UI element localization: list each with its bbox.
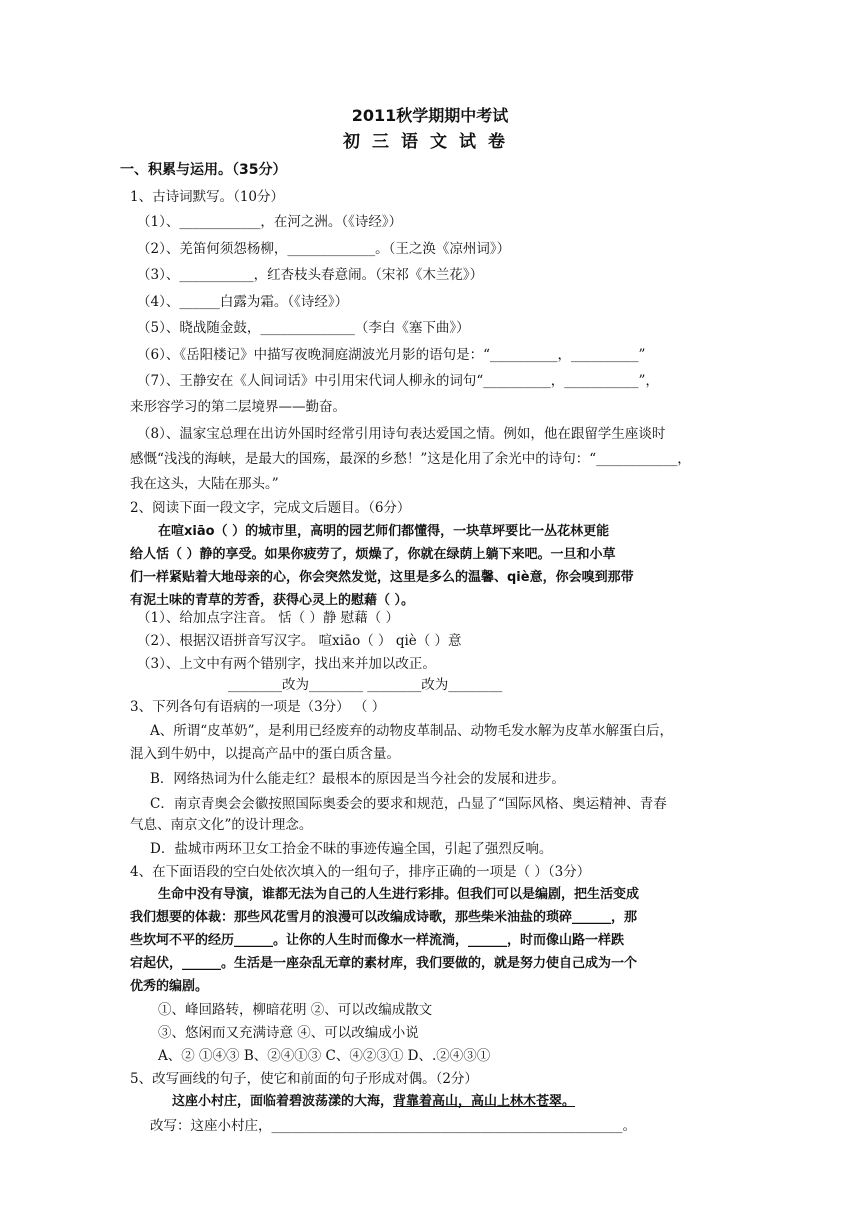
- q2-passage-line: 给人恬（ ）静的享受。如果你疲劳了，烦燥了，你就在绿荫上躺下来吧。一旦和小草: [130, 547, 616, 562]
- q1-item: （4）、______白露为霜。（《诗经》）: [137, 294, 349, 310]
- q4-answer-options: A、② ①④③ B、②④①③ C、④②③① D、.②④③①: [158, 1048, 491, 1064]
- q3-option: 气息、南京文化”的设计理念。: [130, 817, 313, 833]
- q3-option: A、所谓“皮革奶”，是利用已经废弃的动物皮革制品、动物毛发水解为皮革水解蛋白后，: [150, 723, 674, 739]
- exam-title: 2011秋学期期中考试: [351, 106, 509, 125]
- q2-correction: ________改为________ ________改为________: [228, 677, 503, 693]
- q4-choice-line: ③、悠闲而又充满诗意 ④、可以改编成小说: [158, 1025, 419, 1041]
- q1-item: （3）、___________，红杏枝头春意闹。（宋祁《木兰花》）: [137, 267, 484, 283]
- q3-option: D．盐城市两环卫女工拾金不昧的事迹传遍全国，引起了强烈反响。: [150, 841, 553, 857]
- q3-heading: 3、下列各句有语病的一项是（3分） （ ）: [130, 699, 386, 715]
- q4-passage-line: 宕起伏，______。生活是一座杂乱无章的素材库，我们要做的，就是努力使自己成为一个: [130, 956, 638, 971]
- q2-passage-line: 有泥土味的青草的芳香，获得心灵上的慰藉（ ）。: [130, 593, 415, 608]
- q2-sub: （2）、根据汉语拼音写汉字。 喧xiāo（ ） qiè（ ）意: [137, 633, 462, 649]
- q4-heading: 4、在下面语段的空白处依次填入的一组句子，排序正确的一项是（ ）（3分）: [130, 864, 591, 880]
- q1-item: 我在这头，大陆在那头。”: [130, 476, 279, 492]
- q1-item: （6）、《岳阳楼记》中描写夜晚洞庭湖波光月影的语句是：“__________，__________”: [137, 347, 646, 363]
- q3-option: 混入到牛奶中，以提高产品中的蛋白质含量。: [130, 746, 400, 762]
- q2-heading: 2、阅读下面一段文字，完成文后题目。（6分）: [130, 500, 411, 516]
- q2-passage-line: 在喧xiāo（ ）的城市里，高明的园艺师们都懂得，一块草坪要比一丛花林更能: [158, 524, 610, 539]
- q1-item: （2）、羌笛何须怨杨柳，_____________。（王之涣《凉州词》）: [137, 241, 511, 257]
- q5-underlined-sentence: 背靠着高山，高山上林木苍翠。: [393, 1094, 576, 1109]
- q1-item: （5）、晓战随金鼓，______________（李白《塞下曲》）: [137, 320, 470, 336]
- q4-choice-line: ①、峰回路转，柳暗花明 ②、可以改编成散文: [158, 1002, 433, 1018]
- q5-heading: 5、改写画线的句子，使它和前面的句子形成对偶。（2分）: [130, 1071, 478, 1087]
- q1-heading: 1、古诗词默写。（10分）: [130, 189, 285, 205]
- q1-item: 感慨“浅浅的海峡，是最大的国殇，最深的乡愁！”这是化用了余光中的诗句：“____________，: [130, 451, 691, 467]
- q1-item: 来形容学习的第二层境界——勤奋。: [130, 399, 346, 415]
- q2-sub: （3）、上文中有两个错别字，找出来并加以改正。: [137, 656, 436, 672]
- q2-passage-line: 们一样紧贴着大地母亲的心，你会突然发觉，这里是多么的温馨、qiè意，你会嗅到那带: [130, 570, 634, 585]
- q5-sentence-a: 这座小村庄，面临着碧波荡漾的大海，: [172, 1094, 394, 1109]
- exam-subtitle: 初三语文试卷: [343, 132, 517, 152]
- q3-option: C．南京青奥会会徽按照国际奥委会的要求和规范，凸显了“国际风格、奥运精神、青春: [150, 796, 667, 812]
- q5-rewrite-line: 改写：这座小村庄，____________________________________________________。: [150, 1118, 636, 1134]
- q4-passage-line: 我们想要的体裁：那些风花雪月的浪漫可以改编成诗歌，那些柴米油盐的琐碎______，那: [130, 910, 638, 925]
- q2-sub: （1）、给加点字注音。 恬（ ）静 慰藉（ ）: [137, 610, 400, 626]
- q5-sentence: [172, 1093, 742, 1111]
- section-heading: 一、积累与运用。（35分）: [120, 162, 287, 178]
- q1-item: （7）、王静安在《人间词话》中引用宋代词人柳永的词句“__________，___________”，: [137, 373, 659, 389]
- q1-item: （8）、温家宝总理在出访外国时经常引用诗句表达爱国之情。例如，他在跟留学生座谈时: [137, 426, 666, 442]
- q4-passage-line: 生命中没有导演，谁都无法为自己的人生进行彩排。但我们可以是编剧，把生活变成: [158, 887, 640, 902]
- q4-passage-line: 优秀的编剧。: [130, 979, 209, 994]
- q1-item: （1）、____________，在河之洲。（《诗经》）: [137, 214, 403, 230]
- q3-option: B．网络热词为什么能走红？最根本的原因是当今社会的发展和进步。: [150, 771, 565, 787]
- q4-passage-line: 些坎坷不平的经历______。让你的人生时而像水一样流淌，______，时而像山路一样跌: [130, 933, 625, 948]
